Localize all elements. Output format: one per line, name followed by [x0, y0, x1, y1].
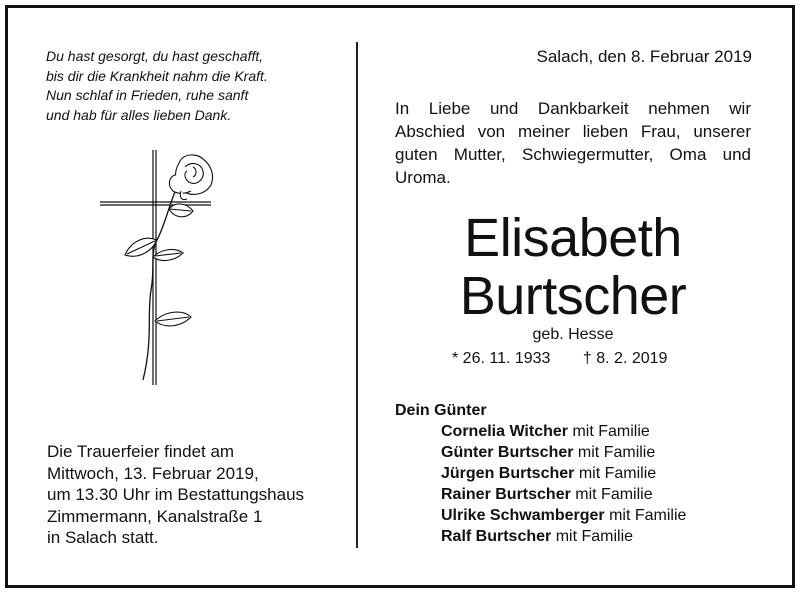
mourner-name: Ulrike Schwamberger — [441, 507, 605, 524]
birth-date: * 26. 11. 1933 — [452, 350, 551, 367]
mourner-item — [395, 463, 686, 484]
mourner-name: Ralf Burtscher — [441, 528, 552, 545]
life-dates — [452, 350, 667, 368]
funeral-notice — [47, 441, 304, 549]
mourner-head: Dein Günter — [395, 402, 487, 419]
mourner-suffix: mit Familie — [578, 465, 657, 482]
poem-line: Du hast gesorgt, du hast geschafft, — [46, 48, 264, 64]
poem-line: bis dir die Krankheit nahm die Kraft. — [46, 67, 268, 84]
funeral-line: Mittwoch, 13. Februar 2019, — [47, 463, 259, 483]
funeral-line: um 13.30 Uhr im Bestattungshaus — [47, 485, 305, 504]
mourners-list — [395, 400, 686, 547]
funeral-line: in Salach statt. — [47, 528, 159, 547]
mourner-suffix: mit Familie — [609, 507, 687, 524]
deceased-first-name: Elisabeth — [464, 208, 682, 268]
funeral-line: Zimmermann, Kanalstraße 1 — [47, 506, 263, 526]
mourner-suffix: mit Familie — [555, 528, 634, 545]
mourner-suffix: mit Familie — [577, 444, 656, 461]
mourner-suffix: mit Familie — [575, 486, 653, 503]
mourner-item — [395, 421, 686, 442]
death-date: † 8. 2. 2019 — [582, 350, 668, 367]
intro-line: Uroma. — [395, 168, 451, 187]
intro-line: guten Mutter, Schwiegermutter, Oma und — [395, 145, 751, 164]
mourner-item — [395, 442, 686, 463]
funeral-line: Die Trauerfeier findet am — [47, 442, 235, 461]
cross-with-rose-icon — [95, 145, 225, 395]
poem-line: und hab für alles lieben Dank. — [46, 106, 232, 123]
poem — [46, 47, 268, 125]
mourner-item — [395, 505, 686, 526]
deceased-last-name: Burtscher — [459, 266, 687, 326]
intro-line: In Liebe und Dankbarkeit nehmen wir — [395, 99, 751, 118]
dateline: Salach, den 8. Februar 2019 — [536, 47, 752, 66]
mourner-suffix: mit Familie — [572, 423, 650, 440]
mourner-name: Günter Burtscher — [441, 444, 574, 461]
intro-text — [395, 97, 751, 189]
maiden-name: geb. Hesse — [532, 326, 614, 343]
mourner-item — [395, 526, 686, 547]
mourner-name: Rainer Burtscher — [441, 486, 571, 503]
poem-line: Nun schlaf in Frieden, ruhe sanft — [46, 87, 249, 103]
mourner-name: Cornelia Witcher — [441, 423, 568, 440]
column-divider — [356, 42, 358, 548]
intro-line: Abschied von meiner lieben Frau, unserer — [395, 122, 751, 141]
mourner-name: Jürgen Burtscher — [441, 465, 575, 482]
mourner-item — [395, 484, 686, 505]
